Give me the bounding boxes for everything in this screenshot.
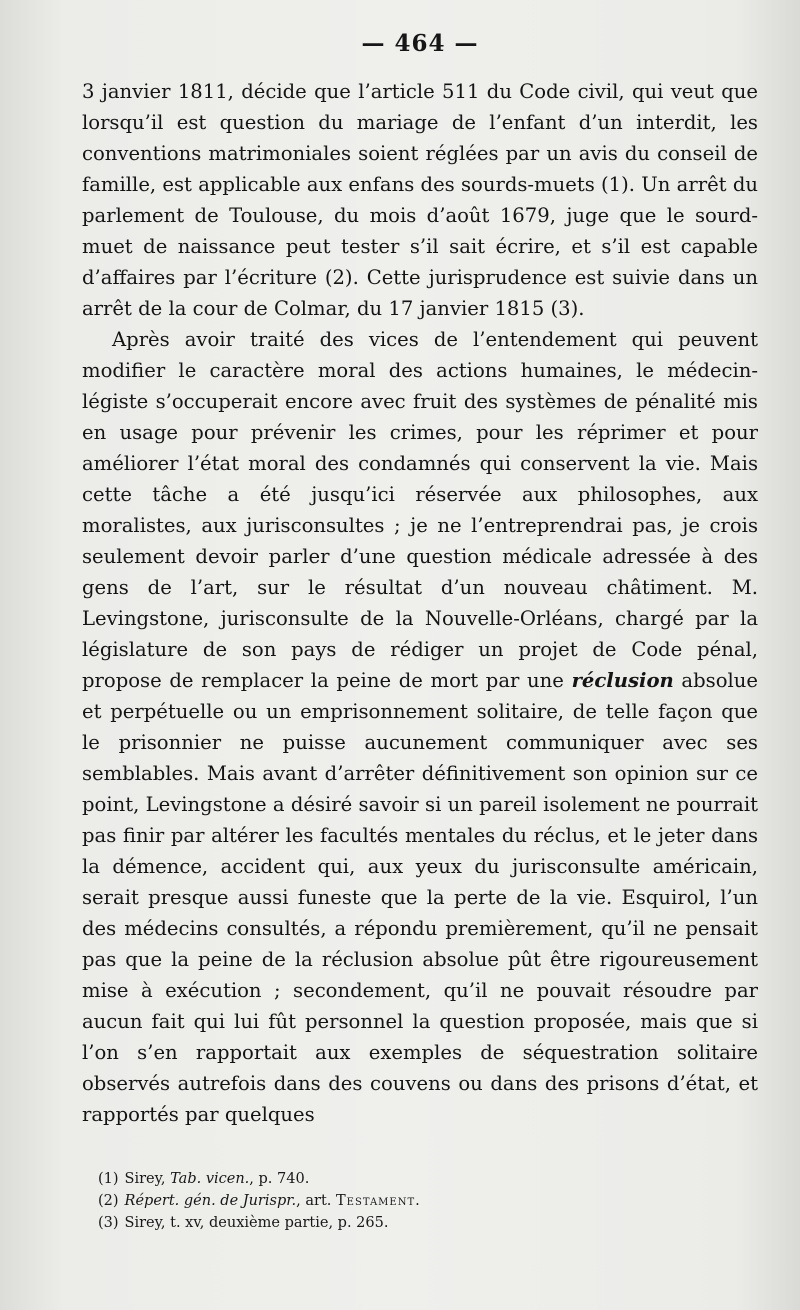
footnotes <box>98 1168 738 1234</box>
footnote-2-art: , art. <box>296 1193 337 1209</box>
body-text <box>82 76 758 1130</box>
paragraph-2-text-end: absolue et perpétuelle ou un emprisonnement solitaire, de telle façon que le prisonnier ne puisse aucunement communiquer avec ses semblables. Mais avant d’arrêter définitivement son opinion sur ce point, Levingstone a désiré savoir si un pareil isolement ne pourrait pas finir par altérer les facultés mentales du réclus, et le jeter dans la démence, accident qui, aux yeux du jurisconsulte américain, serait presque aussi funeste que la perte de la vie. Esquirol, l’un des médecins consultés, a répondu premièrement, qu’il ne pensait pas que la peine de la réclusion absolue pût être rigoureusement mise à exécution ; secondement, qu’il ne pouvait résoudre par aucun fait qui lui fût personnel la question proposée, mais que si l’on s’en rapportait aux exemples de séquestration solitaire observés autrefois dans des couvens ou dans des prisons d’état, et rapportés par quelques <box>82 669 758 1126</box>
footnote-1-page: , p. 740. <box>249 1171 310 1187</box>
footnote-2-title: Répert. gén. de Jurispr. <box>124 1193 297 1209</box>
footnote-2-entry: Testament <box>336 1193 416 1209</box>
paragraph-1-text: 3 janvier 1811, décide que l’article 511 du Code civil, qui veut que lorsqu’il est question du mariage de l’enfant d’un interdit, les conventions matrimoniales soient réglées par un avis du conseil de famille, est applicable aux enfans des sourds-muets (1). Un arrêt du parlement de Toulouse, du mois d’août 1679, juge que le sourd-muet de naissance peut tester s’il sait écrire, et s’il est capable d’affaires par l’écriture (2). Cette jurisprudence est suivie dans un arrêt de la cour de Colmar, du 17 janvier 1815 (3). <box>82 80 758 320</box>
footnote-3-text: Sirey, t. xv, deuxième partie, p. 265. <box>124 1215 389 1231</box>
paragraph-1 <box>82 76 758 324</box>
paragraph-2 <box>82 324 758 1130</box>
footnote-number: (2) <box>98 1193 119 1209</box>
footnote-1 <box>98 1168 738 1190</box>
paragraph-2-text-start: Après avoir traité des vices de l’entendement qui peuvent modifier le caractère moral des actions humaines, le médecin-légiste s’occuperait encore avec fruit des systèmes de pénalité mis en usage pour prévenir les crimes, pour les réprimer et pour améliorer l’état moral des condamnés qui conservent la vie. Mais cette tâche a été jusqu’ici réservée aux philosophes, aux moralistes, aux jurisconsultes ; je ne l’entreprendrai pas, je crois seulement devoir parler d’une question médicale adressée à des gens de l’art, sur le résultat d’un nouveau châtiment. M. Levingstone, jurisconsulte de la Nouvelle-Orléans, chargé par la législature de son pays de rédiger un projet de Code pénal, propose de remplacer la peine de mort par une <box>82 328 758 692</box>
footnote-2-period: . <box>415 1193 420 1209</box>
footnote-2 <box>98 1190 738 1212</box>
footnote-number: (3) <box>98 1215 119 1231</box>
page-number: — 464 — <box>361 30 479 57</box>
footnote-1-author: Sirey, <box>124 1171 171 1187</box>
footnote-number: (1) <box>98 1171 119 1187</box>
emphasized-word-reclusion: réclusion <box>571 669 674 692</box>
footnote-1-title: Tab. vicen. <box>170 1171 250 1187</box>
footnote-3 <box>98 1212 738 1234</box>
